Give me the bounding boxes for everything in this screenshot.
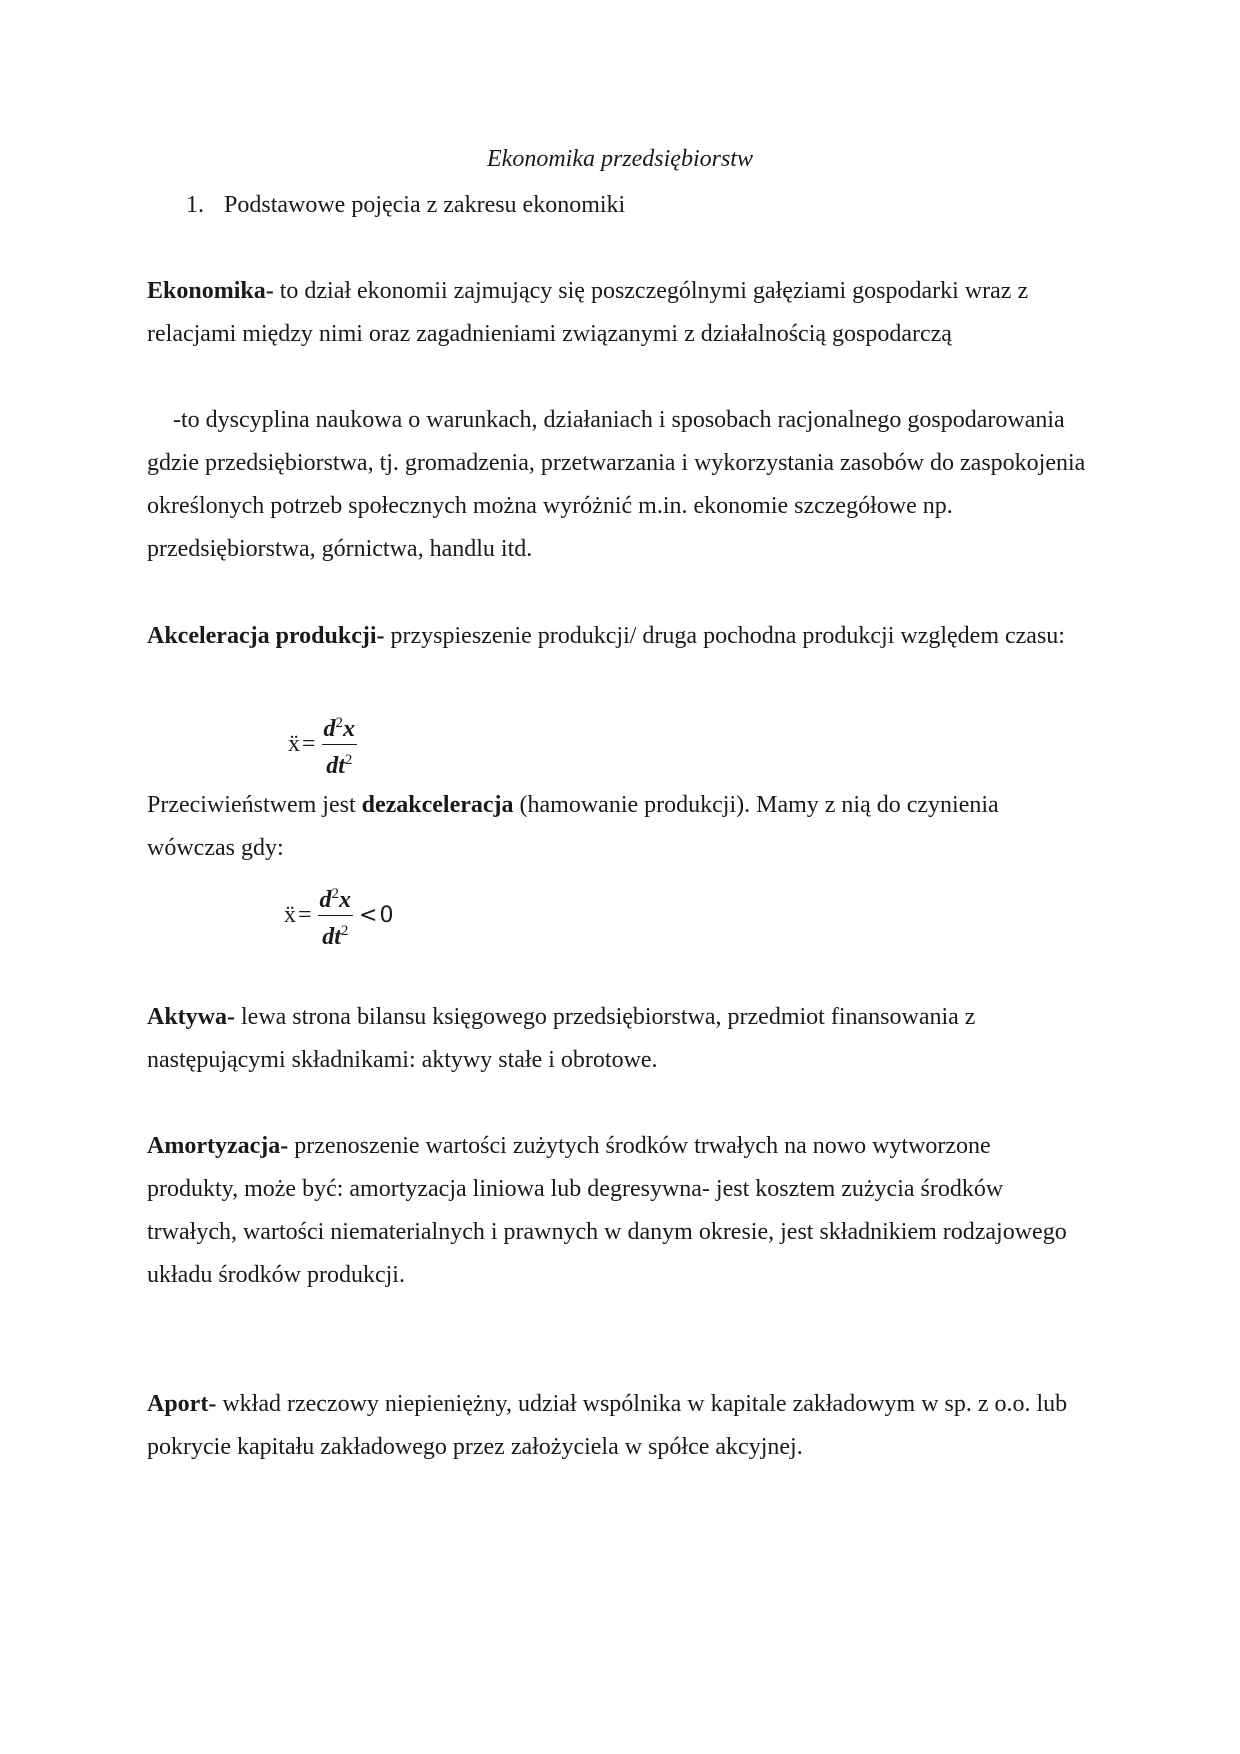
definition-dyscyplina: -to dyscyplina naukowa o warunkach, działaniach i sposobach racjonalnego gospodarowania gdzie przedsiębiorstwa, tj. gromadzenia, przetwarzania i wykorzystania zasobów do zaspokojenia określonych potrzeb społecznych można wyróżnić m.in. ekonomie szczegółowe np. przedsiębiorstwa, górnictwa, handlu itd. [147, 407, 1086, 562]
formula1-equals: = [302, 731, 316, 757]
document-title [0, 146, 1240, 173]
formula-acceleration [288, 710, 361, 779]
heading-number: 1. [186, 192, 204, 218]
term-aport: Aport- [147, 1391, 217, 1417]
paragraph-amortyzacja [147, 1125, 1087, 1297]
formula2-lhs: ẍ [284, 902, 296, 928]
paragraph-dyscyplina [147, 399, 1087, 571]
formula1-denominator: $dt^2$ [326, 752, 353, 779]
definition-aktywa: lewa strona bilansu księgowego przedsiębiorstwa, przedmiot finansowania z następującymi składnikami: aktywy stałe i obrotowe. [147, 1004, 976, 1073]
formula2-numerator: $d^2x$ [318, 881, 354, 916]
term-akceleracja: Akceleracja produkcji- [147, 623, 385, 649]
paragraph-akceleracja [147, 615, 1087, 658]
definition-akceleracja: przyspieszenie produkcji/ druga pochodna produkcji względem czasu: [384, 623, 1065, 649]
formula1-fraction [322, 710, 358, 779]
term-amortyzacja: Amortyzacja- [147, 1133, 289, 1159]
definition-ekonomika: to dział ekonomii zajmujący się poszczególnymi gałęziami gospodarki wraz z relacjami między nimi oraz zagadnieniami związanymi z działalnością gospodarczą [147, 278, 1029, 347]
section-heading [186, 192, 625, 219]
formula2-denominator: $dt^2$ [322, 923, 349, 950]
formula-deceleration [284, 881, 393, 950]
paragraph-aport [147, 1383, 1087, 1469]
paragraph-dezakceleracja [147, 784, 1087, 870]
formula1-numerator: $d^2x$ [322, 710, 358, 745]
formula2-less-than: < [359, 903, 378, 928]
definition-aport: wkład rzeczowy niepieniężny, udział wspólnika w kapitale zakładowym w sp. z o.o. lub pokrycie kapitału zakładowego przez założyciela w spółce akcyjnej. [147, 1391, 1068, 1460]
formula2-rhs: 0 [379, 903, 394, 928]
definition-amortyzacja: przenoszenie wartości zużytych środków trwałych na nowo wytworzone produkty, może być: amortyzacja liniowa lub degresywna- jest kosztem zużycia środków trwałych, wartości niematerialnych i prawnych w danym okresie, jest składnikiem rodzajowego układu środków produkcji. [147, 1133, 1067, 1288]
formula2-fraction [318, 881, 354, 950]
formula2-equals: = [298, 902, 312, 928]
paragraph-aktywa [147, 996, 1087, 1082]
paragraph-ekonomika [147, 270, 1087, 356]
text-before-dezakceleracja: Przeciwieństwem jest [147, 792, 362, 818]
term-dezakceleracja: dezakceleracja [361, 792, 514, 818]
term-aktywa: Aktywa- [147, 1004, 235, 1030]
heading-text: Podstawowe pojęcia z zakresu ekonomiki [224, 192, 626, 218]
term-ekonomika: Ekonomika- [147, 278, 274, 304]
formula1-lhs: ẍ [288, 731, 300, 757]
text-after-dezakceleracja: (hamowanie produkcji). Mamy z nią do czynienia wówczas gdy: [147, 792, 999, 861]
title-text: Ekonomika przedsiębiorstw [487, 146, 753, 172]
